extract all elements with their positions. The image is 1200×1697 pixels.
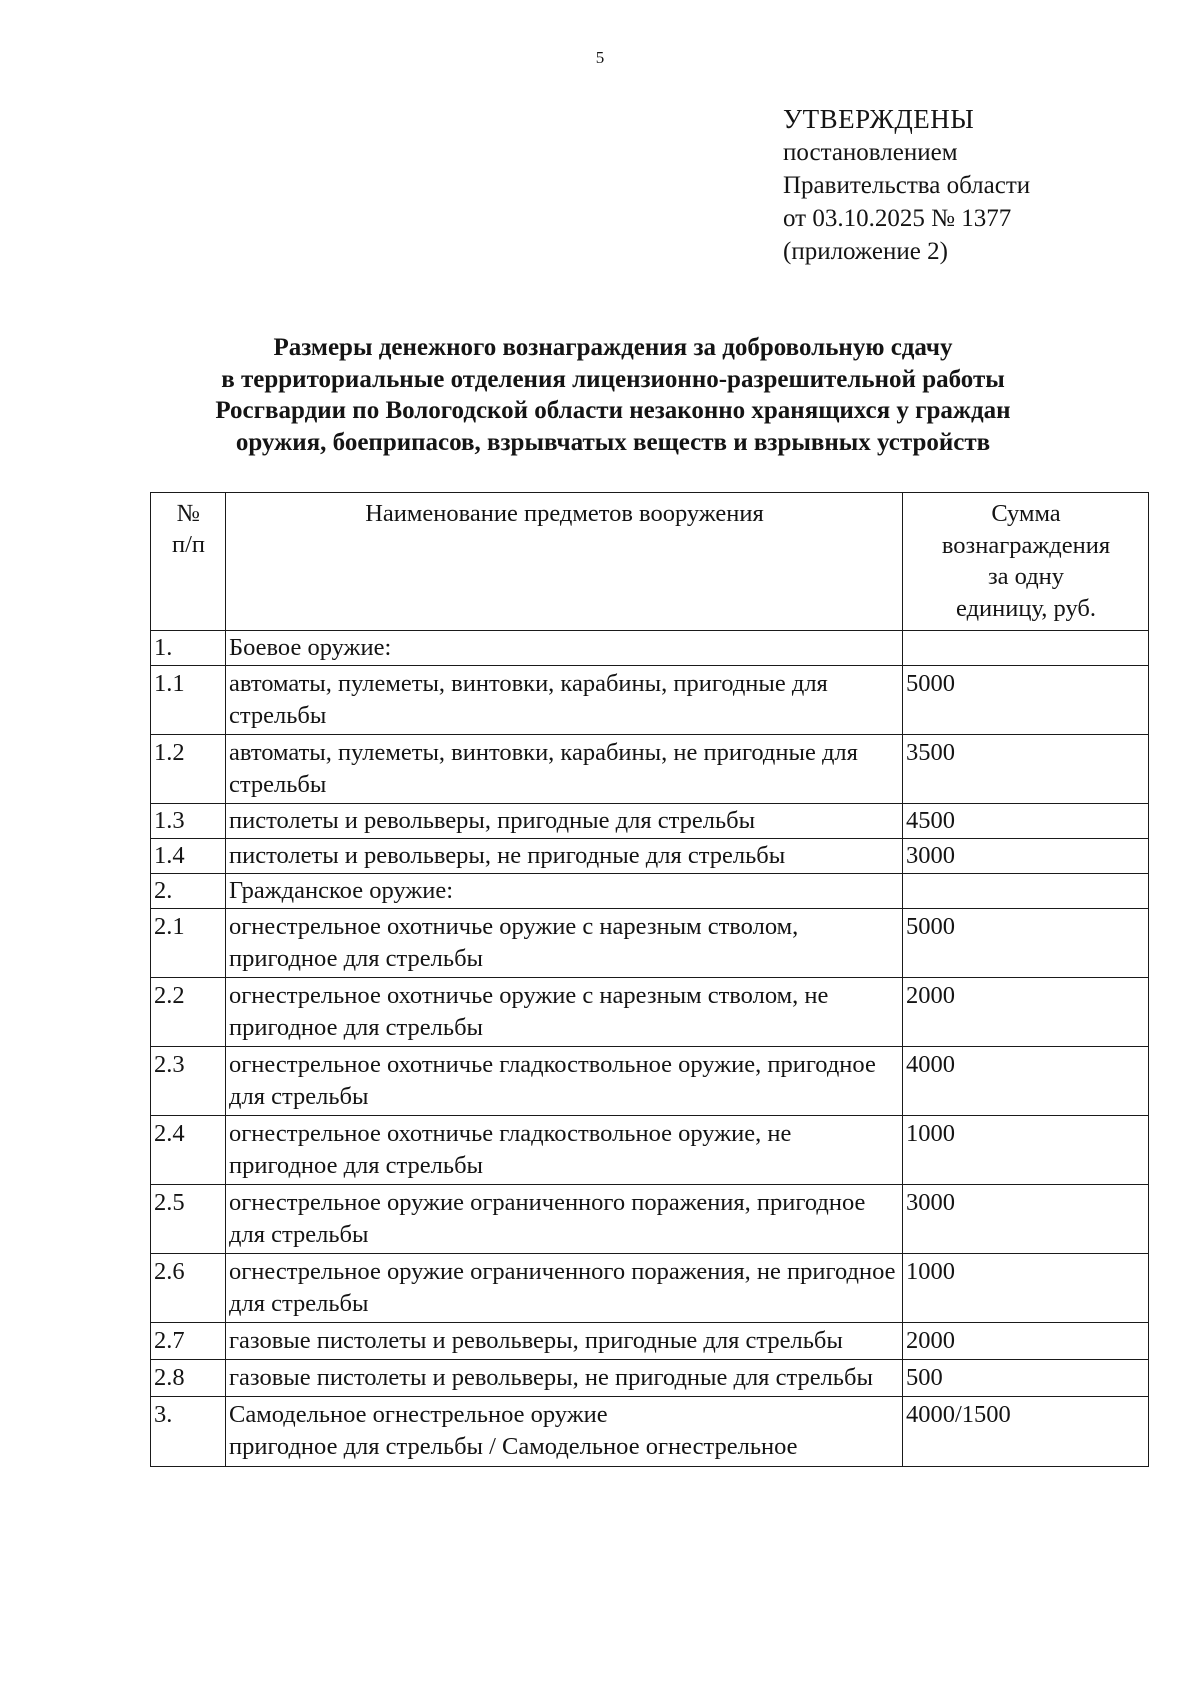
- title-line: Размеры денежного вознаграждения за добровольную сдачу: [273, 334, 953, 361]
- row-name: газовые пистолеты и револьверы, не пригодные для стрельбы: [226, 1360, 903, 1397]
- row-sum: 2000: [903, 1323, 1149, 1360]
- row-number: 2.8: [151, 1360, 226, 1397]
- row-sum: 4000/1500: [903, 1397, 1149, 1467]
- row-name: огнестрельное охотничье оружие с нарезным стволом, пригодное для стрельбы: [226, 909, 903, 978]
- approval-stamp: [783, 103, 1030, 268]
- header-number: [151, 493, 226, 631]
- row-number: 2.6: [151, 1254, 226, 1323]
- approval-line: постановлением: [783, 139, 958, 166]
- row-sum: 3000: [903, 1185, 1149, 1254]
- row-name: автоматы, пулеметы, винтовки, карабины, не пригодные для стрельбы: [226, 735, 903, 804]
- row-sum: 1000: [903, 1116, 1149, 1185]
- row-name: пистолеты и револьверы, не пригодные для стрельбы: [226, 839, 903, 874]
- row-name-line: пригодное для стрельбы / Самодельное огнестрельное: [229, 1433, 798, 1460]
- table-row: [151, 631, 1149, 666]
- page-number: 5: [595, 48, 605, 67]
- row-name: огнестрельное охотничье гладкоствольное оружие, не пригодное для стрельбы: [226, 1116, 903, 1185]
- row-sum: [903, 874, 1149, 909]
- row-sum: 3000: [903, 839, 1149, 874]
- table-header-row: [151, 493, 1149, 631]
- row-number: 1.3: [151, 804, 226, 839]
- table-row: [151, 874, 1149, 909]
- row-number: 1.2: [151, 735, 226, 804]
- row-name-line: Самодельное огнестрельное оружие: [229, 1401, 608, 1428]
- row-name: огнестрельное охотничье гладкоствольное оружие, пригодное для стрельбы: [226, 1047, 903, 1116]
- header-number-line: №: [176, 500, 201, 527]
- awards-table: [150, 492, 1149, 1467]
- header-number-line: п/п: [171, 531, 206, 558]
- row-number: 1.4: [151, 839, 226, 874]
- row-number: 2.2: [151, 978, 226, 1047]
- table-row: [151, 1360, 1149, 1397]
- row-name: автоматы, пулеметы, винтовки, карабины, пригодные для стрельбы: [226, 666, 903, 735]
- row-sum: 3500: [903, 735, 1149, 804]
- row-sum: 4500: [903, 804, 1149, 839]
- row-number: 2.1: [151, 909, 226, 978]
- table-row: [151, 666, 1149, 735]
- header-sum: [903, 493, 1149, 631]
- row-sum: 5000: [903, 909, 1149, 978]
- row-number: 3.: [151, 1397, 226, 1467]
- table-row: [151, 839, 1149, 874]
- row-name: [226, 1397, 903, 1467]
- table-row: [151, 804, 1149, 839]
- row-number: 2.4: [151, 1116, 226, 1185]
- row-name: огнестрельное оружие ограниченного поражения, не пригодное для стрельбы: [226, 1254, 903, 1323]
- row-number: 1.: [151, 631, 226, 666]
- header-sum-line: Сумма: [991, 500, 1061, 527]
- row-number: 2.5: [151, 1185, 226, 1254]
- row-name: огнестрельное оружие ограниченного поражения, пригодное для стрельбы: [226, 1185, 903, 1254]
- row-sum: 1000: [903, 1254, 1149, 1323]
- table-row: [151, 1185, 1149, 1254]
- table-row: [151, 1397, 1149, 1467]
- table-row: [151, 1047, 1149, 1116]
- approval-heading: УТВЕРЖДЕНЫ: [783, 104, 975, 134]
- table-row: [151, 1254, 1149, 1323]
- row-number: 2.3: [151, 1047, 226, 1116]
- row-sum: 5000: [903, 666, 1149, 735]
- row-number: 2.: [151, 874, 226, 909]
- title-line: Росгвардии по Вологодской области незаконно хранящихся у граждан: [215, 397, 1011, 424]
- approval-line: (приложение 2): [783, 238, 948, 265]
- table-row: [151, 1323, 1149, 1360]
- table-row: [151, 909, 1149, 978]
- header-sum-line: единицу, руб.: [956, 594, 1096, 622]
- table-row: [151, 735, 1149, 804]
- approval-line: Правительства области: [783, 172, 1031, 199]
- row-sum: 500: [903, 1360, 1149, 1397]
- row-name: Гражданское оружие:: [226, 874, 903, 909]
- approval-line: от 03.10.2025 № 1377: [783, 205, 1012, 232]
- header-sum-line: за одну: [987, 563, 1065, 590]
- document-title: [140, 332, 1086, 458]
- row-number: 2.7: [151, 1323, 226, 1360]
- table-row: [151, 978, 1149, 1047]
- header-sum-line: вознаграждения: [941, 531, 1111, 559]
- table-row: [151, 1116, 1149, 1185]
- row-sum: [903, 631, 1149, 666]
- row-name: газовые пистолеты и револьверы, пригодные для стрельбы: [226, 1323, 903, 1360]
- row-name: пистолеты и револьверы, пригодные для стрельбы: [226, 804, 903, 839]
- header-name: [226, 493, 903, 631]
- row-sum: 2000: [903, 978, 1149, 1047]
- row-number: 1.1: [151, 666, 226, 735]
- title-line: в территориальные отделения лицензионно-разрешительной работы: [221, 365, 1005, 393]
- title-line: оружия, боеприпасов, взрывчатых веществ и взрывных устройств: [235, 428, 991, 456]
- row-name: огнестрельное охотничье оружие с нарезным стволом, не пригодное для стрельбы: [226, 978, 903, 1047]
- header-name-text: Наименование предметов вооружения: [365, 500, 764, 527]
- row-name: Боевое оружие:: [226, 631, 903, 666]
- row-sum: 4000: [903, 1047, 1149, 1116]
